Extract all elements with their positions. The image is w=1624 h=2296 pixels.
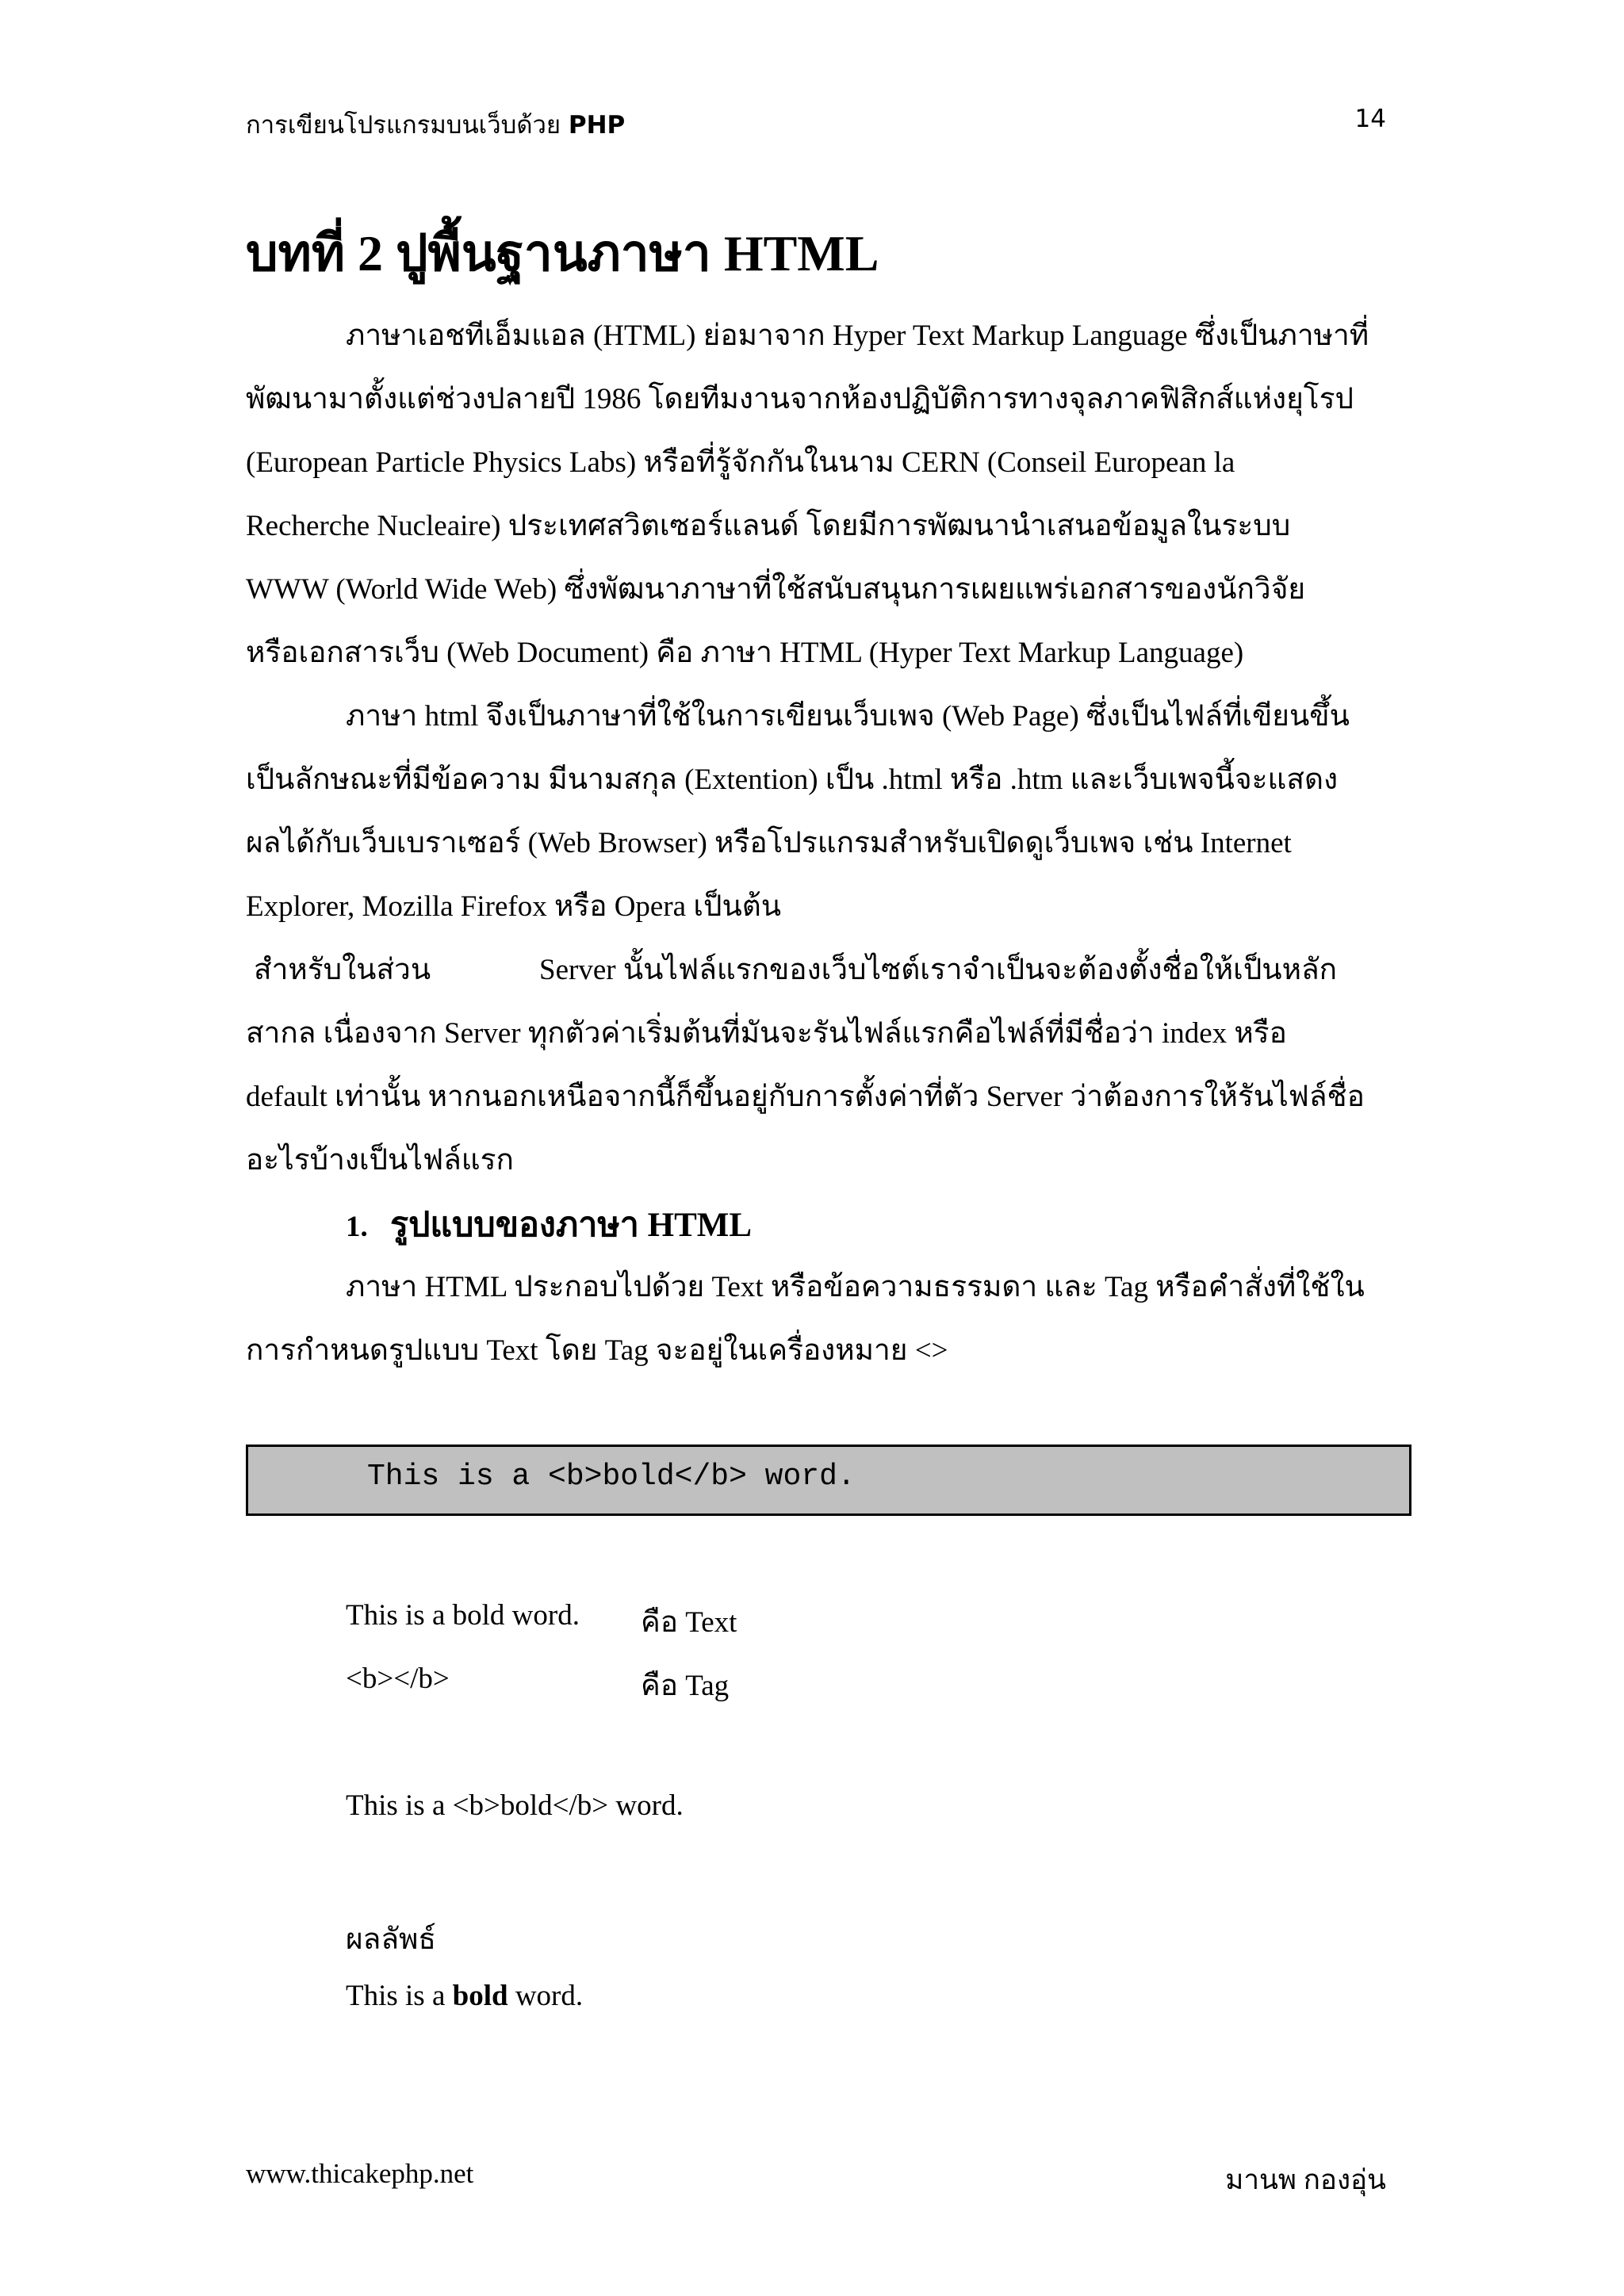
paragraph-line: [246, 939, 1388, 1002]
section-heading: [346, 1197, 752, 1251]
paragraph-html-usage: [246, 685, 1388, 939]
section-title: รูปแบบของภาษา HTML: [390, 1207, 753, 1244]
paragraph-line: (European Particle Physics Labs) หรือที่รู้จักกันในนาม CERN (Conseil European la: [246, 446, 1235, 479]
paragraph-line-rest: Server นั้นไฟล์แรกของเว็บไซต์เราจำเป็นจะต้องตั้งชื่อให้เป็นหลัก: [539, 954, 1338, 986]
header-title-text: การเขียนโปรแกรมบนเว็บด้วย: [246, 111, 569, 140]
code-example-box: [246, 1445, 1411, 1516]
result-text-bold: bold: [452, 1980, 508, 2012]
paragraph-line: สากล เนื่องจาก Server ทุกตัวค่าเริ่มต้นที่มันจะรันไฟล์แรกคือไฟล์ที่มีชื่อว่า index หรือ: [246, 1017, 1287, 1050]
header-title-bold: PHP: [568, 111, 626, 140]
paragraph-line: Recherche Nucleaire) ประเทศสวิตเซอร์แลนด์ โดยมีการพัฒนานำเสนอข้อมูลในระบบ: [246, 510, 1291, 542]
source-line: This is a <b>bold</b> word.: [346, 1789, 684, 1822]
paragraph-line-start: สำหรับในส่วน: [254, 954, 431, 986]
paragraph-line: ภาษาเอชทีเอ็มแอล (HTML) ย่อมาจาก Hyper Text Markup Language ซึ่งเป็นภาษาที่: [346, 320, 1369, 352]
paragraph-server-index: [246, 939, 1388, 1192]
chapter-title: บทที่ 2 ปูพื้นฐานภาษา HTML: [246, 225, 879, 281]
paragraph-html-intro: [246, 304, 1388, 685]
result-text-after: word.: [508, 1980, 584, 2012]
definition-desc: คือ Tag: [641, 1670, 730, 1702]
result-text-before: This is a: [346, 1980, 453, 2012]
paragraph-line: ผลได้กับเว็บเบราเซอร์ (Web Browser) หรือโปรแกรมสำหรับเปิดดูเว็บเพจ เช่น Internet: [246, 827, 1292, 859]
paragraph-line: การกำหนดรูปแบบ Text โดย Tag จะอยู่ในเครื่องหมาย <>: [246, 1334, 948, 1367]
paragraph-line: พัฒนามาตั้งแต่ช่วงปลายปี 1986 โดยทีมงานจากห้องปฏิบัติการทางจุลภาคฟิสิกส์แห่งยุโรป: [246, 383, 1354, 415]
paragraph-line: WWW (World Wide Web) ซึ่งพัฒนาภาษาที่ใช้สนับสนุนการเผยแพร่เอกสารของนักวิจัย: [246, 573, 1306, 606]
section-number: 1.: [346, 1211, 368, 1243]
definition-term: <b></b>: [346, 1663, 450, 1695]
definition-desc: คือ Text: [641, 1606, 737, 1639]
page-number: 14: [1354, 105, 1386, 133]
paragraph-line: ภาษา html จึงเป็นภาษาที่ใช้ในการเขียนเว็บเพจ (Web Page) ซึ่งเป็นไฟล์ที่เขียนขึ้น: [346, 700, 1350, 733]
definition-term: This is a bold word.: [346, 1599, 580, 1632]
paragraph-line: ภาษา HTML ประกอบไปด้วย Text หรือข้อความธรรมดา และ Tag หรือคำสั่งที่ใช้ใน: [346, 1271, 1365, 1303]
running-header-title: [246, 105, 625, 144]
paragraph-line: อะไรบ้างเป็นไฟล์แรก: [246, 1144, 514, 1177]
result-label: ผลลัพธ์: [346, 1923, 436, 1956]
code-example: This is a <b>bold</b> word.: [367, 1460, 856, 1494]
result-output: [346, 1979, 583, 2013]
footer-website: www.thicakephp.net: [246, 2158, 474, 2189]
paragraph-line: เป็นลักษณะที่มีข้อความ มีนามสกุล (Extention) เป็น .html หรือ .htm และเว็บเพจนี้จะแสดง: [246, 763, 1339, 796]
paragraph-line: หรือเอกสารเว็บ (Web Document) คือ ภาษา HTML (Hyper Text Markup Language): [246, 637, 1244, 669]
paragraph-line: default เท่านั้น หากนอกเหนือจากนี้ก็ขึ้นอยู่กับการตั้งค่าที่ตัว Server ว่าต้องการให้รันไฟล์ชื่อ: [246, 1081, 1365, 1113]
footer-author: มานพ กองอุ่น: [1225, 2164, 1386, 2195]
paragraph-html-structure: [246, 1256, 1388, 1383]
paragraph-line: Explorer, Mozilla Firefox หรือ Opera เป็นต้น: [246, 890, 782, 923]
